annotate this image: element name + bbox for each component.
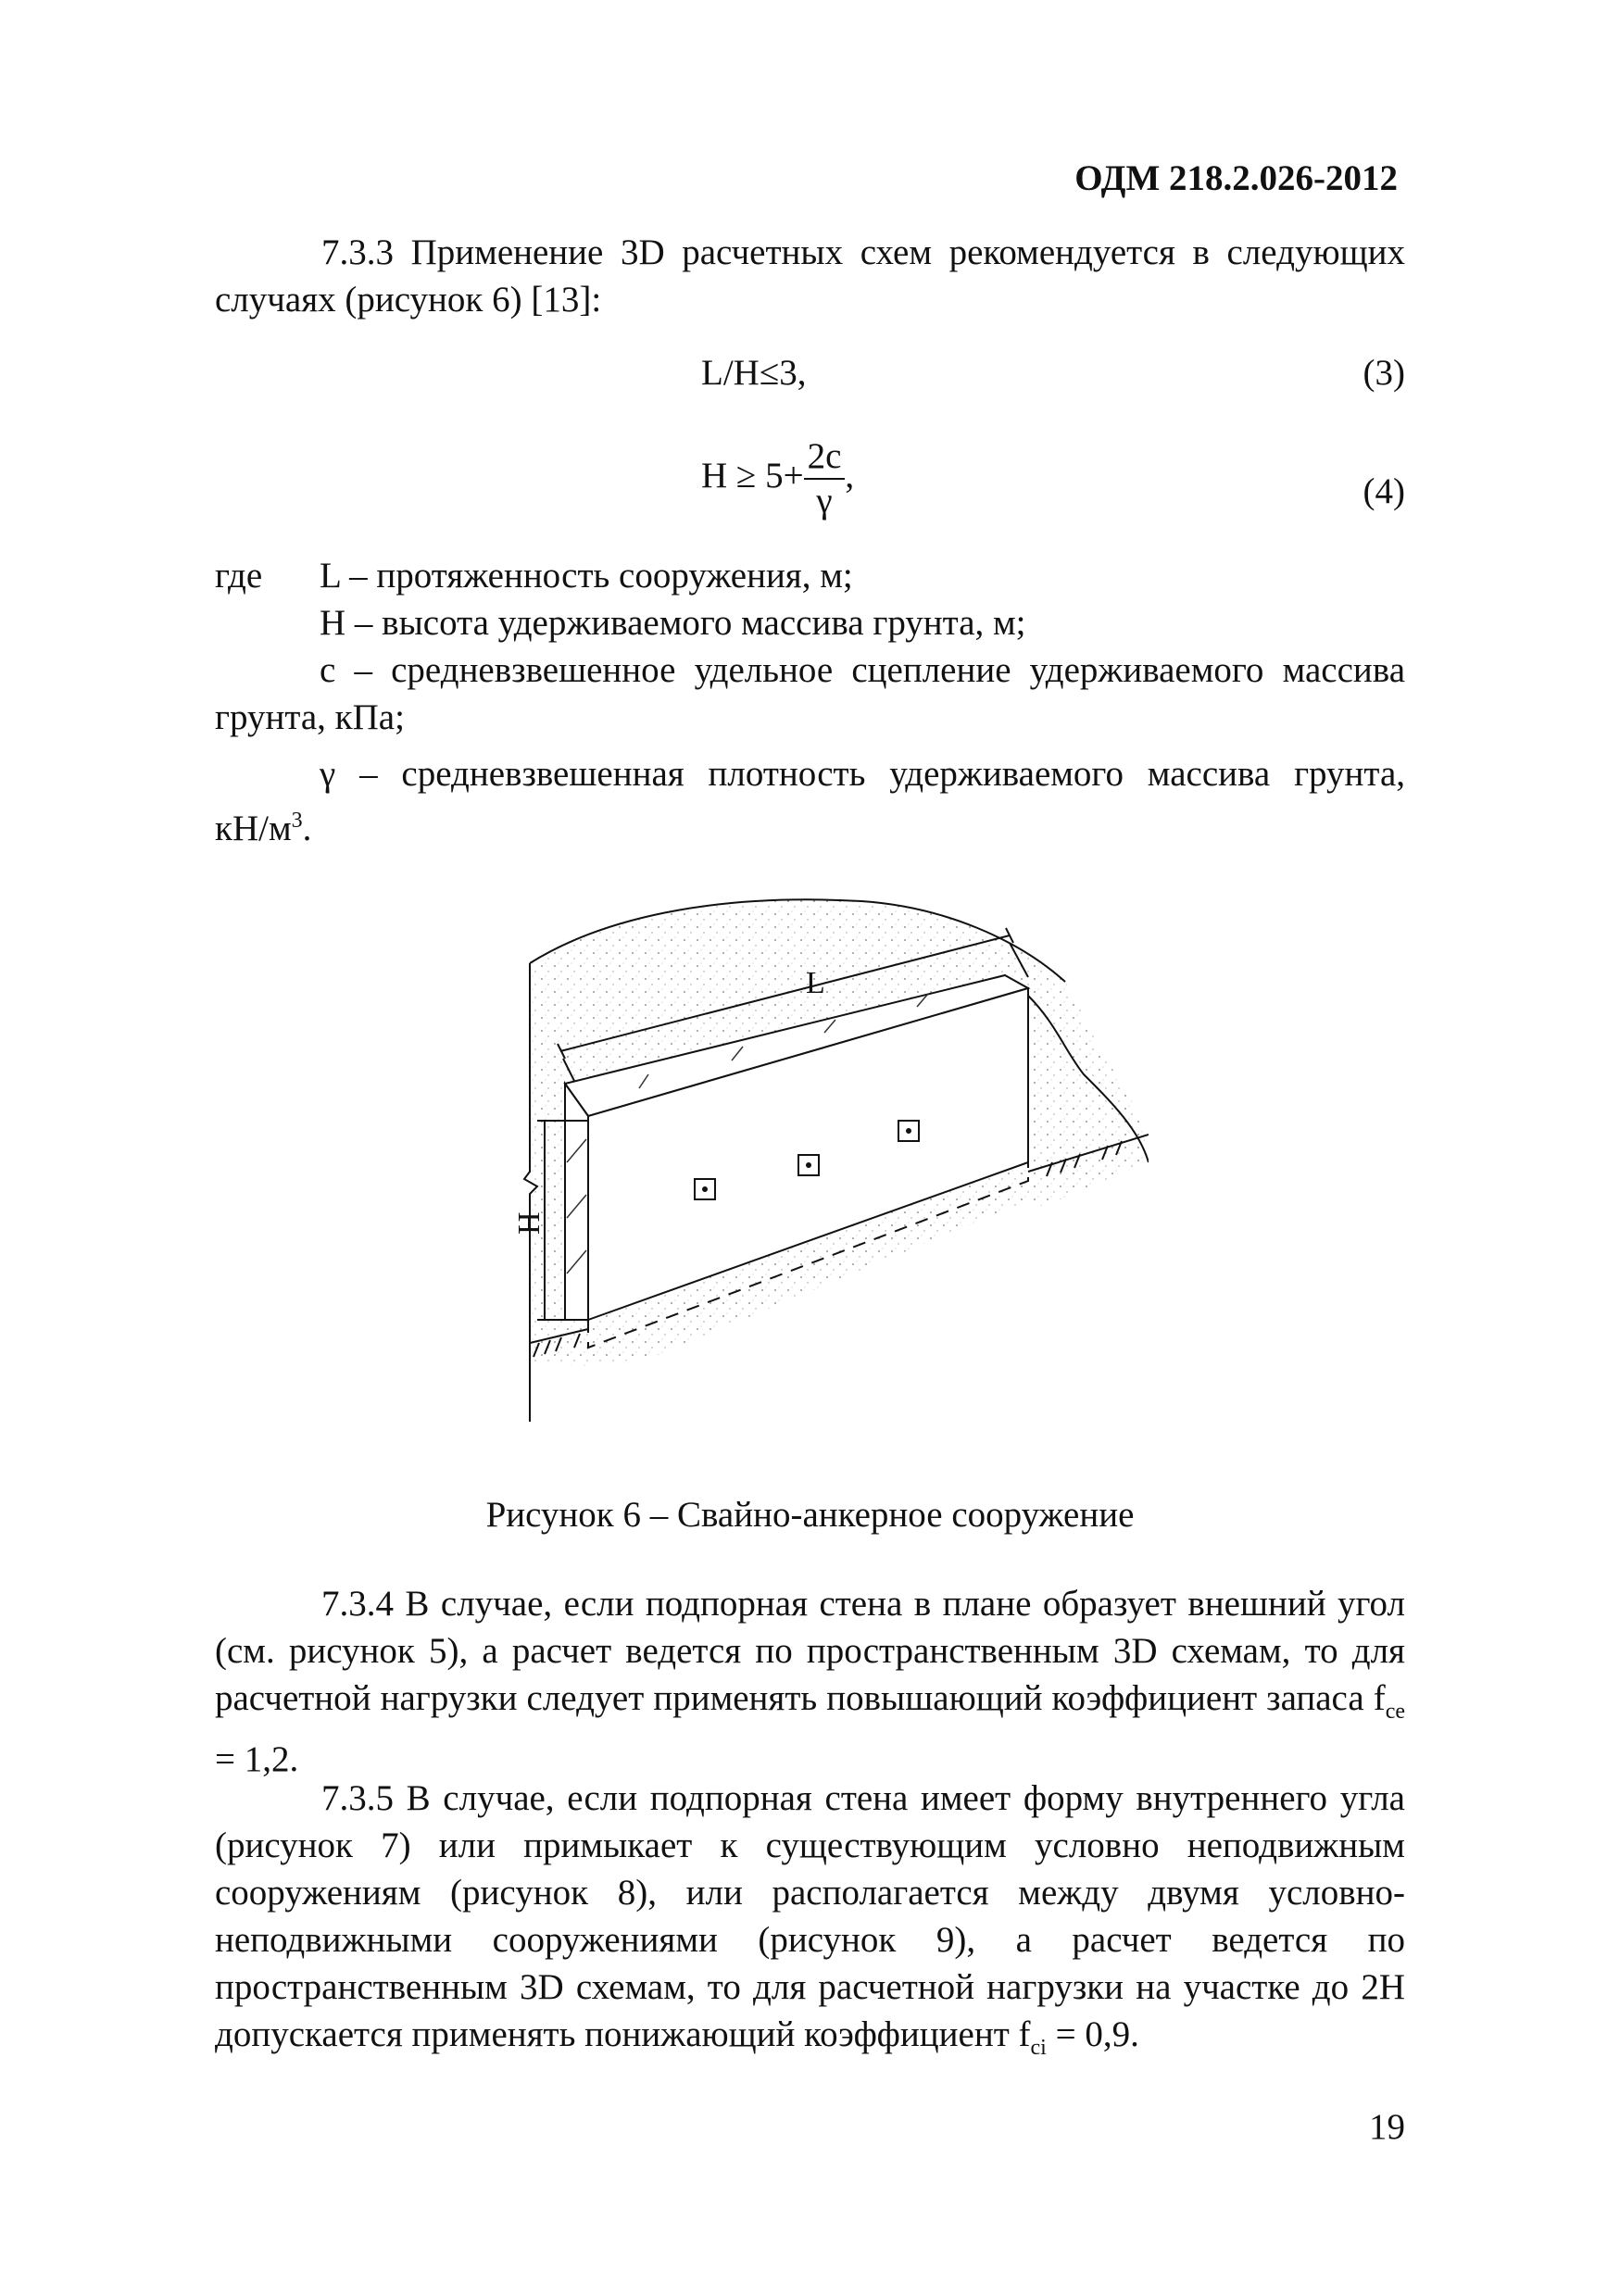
paragraph-7-3-5-tail: = 0,9.: [1046, 2014, 1139, 2054]
definitions-where: где: [215, 556, 263, 596]
paragraph-7-3-4-tail: = 1,2.: [215, 1738, 299, 1779]
figure-caption: Рисунок 6 – Свайно-анкерное сооружение: [485, 1495, 1135, 1535]
paragraph-7-3-5: [215, 1775, 1405, 2072]
label-H: H: [512, 1211, 546, 1235]
formula-3-number: (3): [1363, 353, 1405, 393]
paragraph-7-3-3: 7.3.3 Применение 3D расчетных схем рекомендуется в следующих случаях (рисунок 6) [13]:: [215, 232, 1405, 320]
paragraph-7-3-5-text: 7.3.5 В случае, если подпорная стена имеет форму внутреннего угла (рисунок 7) или примыкает к существующим условно неподвижным сооружениям (рисунок 8), или располагается между двумя условно-неподвижными сооружениями (рисунок 9), а расчет ведется по пространственным 3D схемам, то для расчетной нагрузки на участке до 2H допускается применять понижающий коэффициент f: [215, 1778, 1405, 2054]
definition-H: H – высота удерживаемого массива грунта, м;: [320, 603, 1026, 643]
document-number: ОДМ 218.2.026-2012: [1074, 158, 1398, 198]
label-L: L: [806, 966, 825, 1000]
gamma-unit-end: .: [302, 809, 312, 848]
formula-4: [701, 435, 854, 522]
figure-pile-anchor-structure: [500, 885, 1149, 1440]
coef-ce-sub: ce: [1385, 1699, 1405, 1724]
paragraph-7-3-4: [215, 1580, 1405, 1783]
coef-ci-sub: ci: [1030, 2035, 1047, 2060]
definition-c-line1: c – средневзвешенное удельное сцепление удерживаемого массива: [320, 650, 1405, 690]
definition-gamma-line2: [215, 797, 311, 852]
gamma-unit-base: кН/м: [215, 809, 292, 848]
formula-4-denominator: γ: [816, 481, 833, 521]
formula-4-lhs: H ≥ 5+: [701, 455, 804, 496]
formula-4-numerator: 2c: [804, 435, 846, 480]
formula-4-number: (4): [1363, 471, 1405, 511]
definition-L: L – протяженность сооружения, м;: [320, 556, 853, 596]
page-number: 19: [1369, 2107, 1405, 2147]
wall-left-face: [565, 1084, 588, 1320]
definition-gamma-line1: γ – средневзвешенная плотность удерживаемого массива грунта,: [320, 754, 1405, 794]
definition-c-line2: грунта, кПа;: [215, 697, 405, 737]
formula-4-tail: ,: [845, 455, 855, 496]
formula-4-fraction: [804, 435, 846, 522]
gamma-unit-sup: 3: [291, 809, 303, 833]
paragraph-7-3-4-text: 7.3.4 В случае, если подпорная стена в плане образует внешний угол (см. рисунок 5), а расчет ведется по пространственным 3D схемам, то для расчетной нагрузки следует применять повышающий коэффициент запаса f: [215, 1584, 1405, 1718]
formula-3: L/H≤3,: [701, 353, 807, 393]
